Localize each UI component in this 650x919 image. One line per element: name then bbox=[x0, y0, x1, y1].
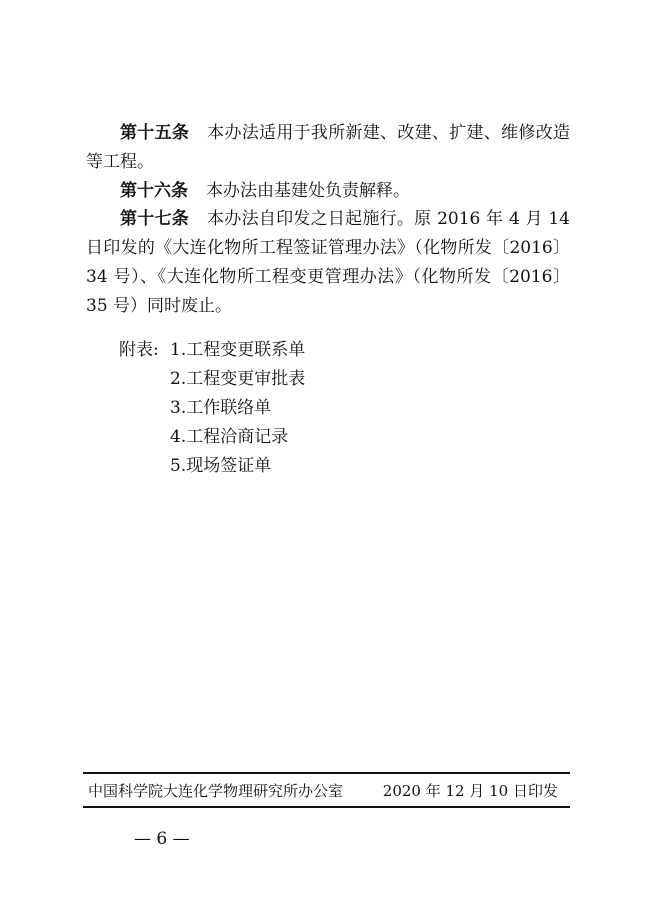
article-heading: 第十六条 bbox=[120, 181, 188, 201]
attachment-label: 附表: bbox=[119, 340, 159, 360]
article-body: 本办法由基建处负责解释。 bbox=[206, 181, 410, 201]
attachment-number: 4. bbox=[170, 427, 187, 447]
page-number: — 6 — bbox=[134, 829, 190, 849]
list-item bbox=[119, 452, 305, 481]
attachment-number: 1. bbox=[170, 340, 187, 360]
article-heading: 第十五条 bbox=[120, 123, 190, 143]
attachment-title: 工程洽商记录 bbox=[186, 427, 289, 447]
article-15 bbox=[86, 119, 570, 177]
attachment-number: 2. bbox=[170, 369, 187, 389]
footer-issuer: 中国科学院大连化学物理研究所办公室 bbox=[88, 782, 344, 800]
attachment-title: 工作联络单 bbox=[186, 398, 272, 418]
list-item bbox=[119, 423, 305, 452]
attachment-title: 工程变更审批表 bbox=[186, 369, 306, 389]
attachment-title: 工程变更联系单 bbox=[186, 340, 306, 360]
article-heading: 第十七条 bbox=[120, 209, 190, 229]
list-item bbox=[119, 394, 305, 423]
attachment-list bbox=[119, 336, 305, 481]
footer-top-rule bbox=[83, 772, 570, 774]
article-16 bbox=[86, 177, 570, 206]
article-body: 本办法适用于我所新建、改建、扩建、维修改造等工程。 bbox=[86, 123, 571, 172]
list-item bbox=[119, 365, 305, 394]
attachment-title: 现场签证单 bbox=[186, 456, 272, 476]
footer-bottom-rule bbox=[83, 806, 570, 808]
article-17 bbox=[86, 205, 570, 321]
attachment-number: 5. bbox=[170, 456, 187, 476]
footer-date: 2020 年 12 月 10 日印发 bbox=[382, 782, 558, 800]
article-body: 本办法自印发之日起施行。原 2016 年 4 月 14 日印发的《大连化物所工程签证管理办法》（化物所发〔2016〕34 号）、《大连化物所工程变更管理办法》（化物所发〔2016〕35 号）同时废止。 bbox=[86, 209, 570, 316]
attachment-number: 3. bbox=[170, 398, 187, 418]
list-item bbox=[119, 336, 305, 365]
